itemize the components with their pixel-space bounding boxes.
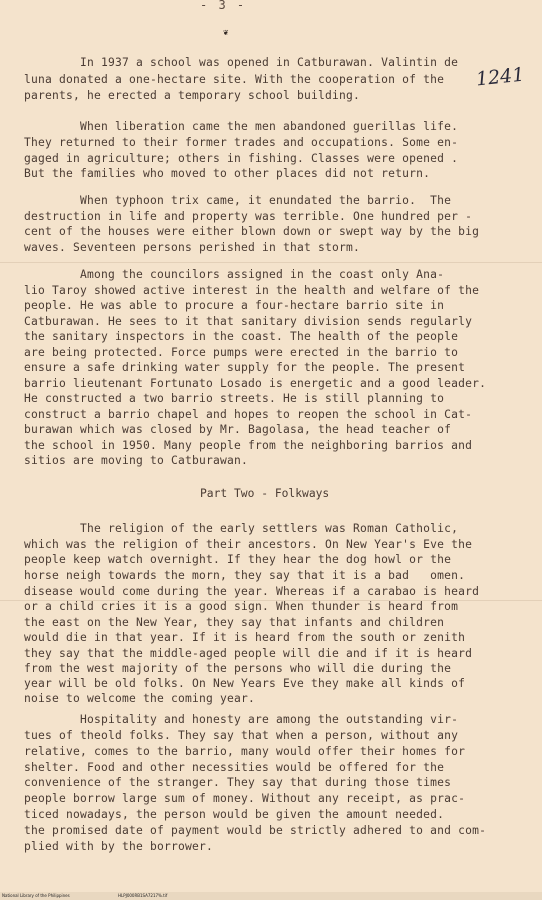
text-line: or a child cries it is a good sign. When thunder is heard from — [24, 600, 459, 613]
text-line: year will be old folks. On New Years Eve they make all kinds of — [24, 677, 466, 690]
text-line: which was the religion of their ancestors. On New Year's Eve the — [24, 538, 473, 551]
text-line: But the families who moved to other places did not return. — [24, 167, 431, 180]
text-line: the promised date of payment would be strictly adhered to and com- — [24, 824, 487, 837]
text-line: are being protected. Force pumps were erected in the barrio to — [24, 346, 459, 359]
paper-fold-line — [0, 600, 542, 601]
text-line: They returned to their former trades and occupations. Some en- — [24, 136, 459, 149]
text-line: would die in that year. If it is heard from the south or zenith — [24, 631, 466, 644]
text-line: luna donated a one-hectare site. With the cooperation of the — [24, 73, 445, 86]
handwritten-page-number: 1241 — [474, 63, 526, 91]
text-line: destruction in life and property was terrible. One hundred per - — [24, 210, 473, 223]
text-line: the sanitary inspectors in the coast. The health of the people — [24, 330, 459, 343]
text-line: relative, comes to the barrio, many would offer their homes for — [24, 745, 466, 758]
footer-filename: HLPJ000RB1SA7217%.tif — [118, 893, 168, 898]
text-line: convenience of the stranger. They say that during those times — [24, 776, 452, 789]
ink-mark: ❦ — [223, 28, 229, 38]
text-line: waves. Seventeen persons perished in that storm. — [24, 241, 361, 254]
text-line: noise to welcome the coming year. — [24, 692, 256, 705]
footer-source: National Library of the Philippines — [2, 893, 70, 898]
text-line: When liberation came the men abandoned guerillas life. — [24, 120, 459, 133]
scan-footer — [0, 892, 542, 900]
text-line: Catburawan. He sees to it that sanitary division sends regularly — [24, 315, 473, 328]
text-line: cent of the houses were either blown down or swept way by the big — [24, 225, 480, 238]
text-line: from the west majority of the persons who will die during the — [24, 662, 452, 675]
text-line: When typhoon trix came, it enundated the barrio. The — [24, 194, 452, 207]
text-line: sitios are moving to Catburawan. — [24, 454, 249, 467]
text-line: burawan which was closed by Mr. Bagolasa, the head teacher of — [24, 423, 452, 436]
section-heading: Part Two - Folkways — [200, 487, 330, 500]
text-line: horse neigh towards the morn, they say that it is a bad omen. — [24, 569, 466, 582]
text-line: the east on the New Year, they say that infants and children — [24, 616, 445, 629]
text-line: people keep watch overnight. If they hear the dog howl or the — [24, 553, 452, 566]
text-line: lio Taroy showed active interest in the health and welfare of the — [24, 284, 480, 297]
text-line: people borrow large sum of money. Without any receipt, as prac- — [24, 792, 466, 805]
text-line: shelter. Food and other necessities would be offered for the — [24, 761, 445, 774]
text-line: the school in 1950. Many people from the neighboring barrios and — [24, 439, 473, 452]
text-line: In 1937 a school was opened in Catburawan. Valintin de — [24, 56, 459, 69]
text-line: gaged in agriculture; others in fishing. Classes were opened . — [24, 152, 459, 165]
page-number: - 3 - — [200, 0, 247, 12]
text-line: He constructed a two barrio streets. He is still planning to — [24, 392, 445, 405]
text-line: people. He was able to procure a four-hectare barrio site in — [24, 299, 445, 312]
text-line: barrio lieutenant Fortunato Losado is energetic and a good leader. — [24, 377, 487, 390]
text-line: The religion of the early settlers was Roman Catholic, — [24, 522, 459, 535]
text-line: parents, he erected a temporary school building. — [24, 89, 361, 102]
text-line: construct a barrio chapel and hopes to reopen the school in Cat- — [24, 408, 473, 421]
text-line: ticed nowadays, the person would be given the amount needed. — [24, 808, 445, 821]
text-line: they say that the middle-aged people will die and if it is heard — [24, 647, 473, 660]
paper-fold-line — [0, 262, 542, 263]
text-line: disease would come during the year. Whereas if a carabao is heard — [24, 585, 480, 598]
text-line: plied with by the borrower. — [24, 840, 214, 853]
text-line: tues of theold folks. They say that when a person, without any — [24, 729, 459, 742]
text-line: Among the councilors assigned in the coast only Ana- — [24, 268, 445, 281]
text-line: ensure a safe drinking water supply for the people. The present — [24, 361, 466, 374]
text-line: Hospitality and honesty are among the outstanding vir- — [24, 713, 459, 726]
